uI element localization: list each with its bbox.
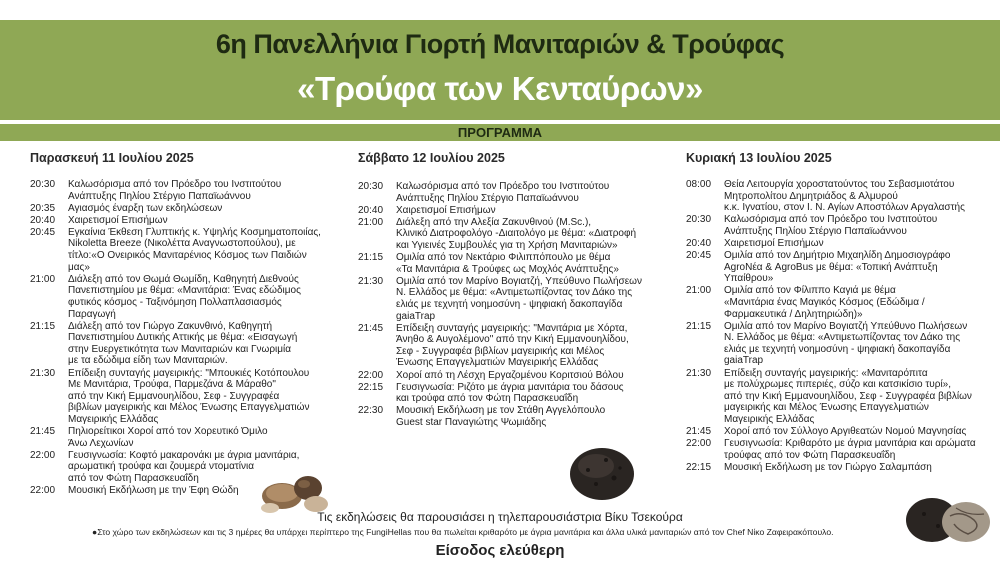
entry-description: Διάλεξη από την Αλεξία Ζακυνθινού (M.Sc.), Κλινικό Διατροφολόγο -Διαιτολόγο με θέμα: «Διατροφή και Υγιεινές Συμβουλές για τη Χρήση Μανιταριών» xyxy=(396,216,637,251)
schedule-entry xyxy=(686,462,981,474)
day-column-saturday xyxy=(358,151,658,429)
entry-time: 21:15 xyxy=(686,320,712,332)
presenter-note: Τις εκδηλώσεις θα παρουσιάσει η τηλεπαρουσιάστρια Βίκυ Τσεκούρα xyxy=(317,510,683,524)
schedule-entry xyxy=(358,370,658,382)
schedule-entry xyxy=(358,276,658,322)
entry-time: 22:30 xyxy=(358,405,384,417)
schedule-list xyxy=(358,181,658,428)
mushroom-illustration xyxy=(258,466,330,514)
event-title: 6η Πανελλήνια Γιορτή Μανιταριών & Τρούφας xyxy=(215,29,785,59)
schedule-entry xyxy=(686,214,981,237)
entry-time: 21:30 xyxy=(30,367,56,379)
entry-description: Χαιρετισμοί Επισήμων xyxy=(68,214,168,226)
entry-time: 21:30 xyxy=(358,275,384,287)
entry-time: 20:45 xyxy=(686,250,712,262)
entry-time: 22:00 xyxy=(686,438,712,450)
entry-description: Αγιασμός έναρξη των εκδηλώσεων xyxy=(68,202,223,214)
entry-time: 20:30 xyxy=(358,181,384,192)
entry-time: 20:40 xyxy=(686,237,712,249)
day-column-sunday xyxy=(686,151,981,474)
entry-time: 21:45 xyxy=(358,322,384,334)
schedule-entry xyxy=(30,179,330,202)
schedule-entry xyxy=(30,203,330,215)
entry-description: Χοροί από τη Λέσχη Εργαζομένου Κοριτσιού Βόλου xyxy=(396,369,624,381)
schedule-entry xyxy=(30,227,330,273)
schedule-entry xyxy=(358,405,658,428)
entry-description: Μουσική Εκδήλωση με τον Στάθη Αγγελόπουλο Guest star Παναγιώτης Ψωμιάδης xyxy=(396,405,606,428)
entry-time: 22:00 xyxy=(358,369,384,381)
vendor-note: ●Στο χώρο των εκδηλώσεων και τις 3 ημέρες θα υπάρχει περίπτερο της FungiHellas που θα πωλείται κριθαρότο με άγρια μανιτάρια και άλλα υλικά μανιταριών από τον Chef Νίκο Ζαφειρακόπουλο. xyxy=(92,527,834,537)
schedule-entry xyxy=(686,321,981,367)
entry-description: Πηλιορείτικοι Χοροί από τον Χορευτικό Όμιλο Άνω Λεχωνίων xyxy=(68,425,268,449)
entry-time: 21:45 xyxy=(686,425,712,437)
day-title: Σάββατο 12 Ιουλίου 2025 xyxy=(358,151,505,165)
entry-description: Γευσιγνωσία: Κριθαρότο με άγρια μανιτάρια και αρώματα τρούφας από τον Φώτη Παρασκευαΐδη xyxy=(724,438,976,461)
schedule-entry xyxy=(686,238,981,250)
day-column-friday xyxy=(30,151,330,497)
event-subtitle: «Τρούφα των Κενταύρων» xyxy=(297,70,703,107)
schedule-entry xyxy=(30,274,330,320)
schedule-entry xyxy=(30,426,330,449)
schedule-entry xyxy=(686,250,981,285)
schedule-entry xyxy=(30,321,330,367)
schedule-entry xyxy=(686,179,981,214)
entry-time: 21:00 xyxy=(30,273,56,285)
entry-description: Επίδειξη συνταγής μαγειρικής: "Μπουκιές Κοτόπουλου Με Μανιτάρια, Τρούφα, Παρμεζάνα & Μάραθο" από την Κική Εμμανουηλίδου, Σεφ - Συγγραφέα βιβλίων μαγειρικής και Μέλος Ένωσης Επαγγελματιών Μαγειρικής Ελλάδας xyxy=(68,367,310,425)
entry-description: Χοροί από τον Σύλλογο Αργιθεατών Νομού Μαγνησίας xyxy=(724,425,967,437)
entry-description: Καλωσόρισμα από τον Πρόεδρο του Ινστιτούτου Ανάπτυξης Πηλίου Στέργιο Παπαϊωάννου xyxy=(68,179,282,202)
entry-description: Ομιλία από τον Μαρίνο Βογιατζή Υπεύθυνο Πωλήσεων Ν. Ελλάδος με θέμα: «Αντιμετωπίζοντας τον Δάκο της ελιάς με τεχνητή νοημοσύνη - ψηφιακή δακοπαγίδα gaiaTrap xyxy=(724,320,968,367)
schedule-entry xyxy=(686,285,981,320)
schedule-entry xyxy=(686,426,981,438)
entry-time: 20:40 xyxy=(358,204,384,216)
schedule-entry xyxy=(358,252,658,275)
schedule-entry xyxy=(686,368,981,426)
entry-description: Επίδειξη συνταγής μαγειρικής: «Μανιταρόπιτα με πολύχρωμες πιπεριές, σύζο και κατσικίσιο τυρί», από την Κική Εμμανουηλίδου, Σεφ - Συγγραφέα βιβλίων μαγειρικής και Μέλος Ένωσης Επαγγελματιών Μαγειρικής Ελλάδας xyxy=(724,367,972,425)
entry-time: 22:00 xyxy=(30,449,56,461)
entry-description: Χαιρετισμοί Επισήμων xyxy=(396,204,496,216)
entry-description: Γευσιγνωσία: Ριζότο με άγρια μανιτάρια του δάσους και τρούφα από τον Φώτη Παρασκευαΐδη xyxy=(396,381,624,405)
entry-time: 20:35 xyxy=(30,202,56,214)
entry-description: Ομιλία από τον Μαρίνο Βογιατζή, Υπεύθυνο Πωλήσεων Ν. Ελλάδος με θέμα: «Αντιμετωπίζοντας τον Δάκο της ελιάς με τεχνητή νοημοσύνη - ψηφιακή δακοπαγίδα gaiaTrap xyxy=(396,275,642,322)
program-label: ΠΡΟΓΡΑΜΜΑ xyxy=(457,125,543,140)
entry-time: 22:15 xyxy=(686,461,712,473)
schedule-entry xyxy=(358,217,658,252)
day-title: Παρασκευή 11 Ιουλίου 2025 xyxy=(30,151,194,165)
schedule-list xyxy=(686,179,981,473)
entry-time: 21:15 xyxy=(358,252,384,264)
entry-time: 21:45 xyxy=(30,425,56,437)
entry-description: Μουσική Εκδήλωση με τον Γιώργο Σαλαμπάση xyxy=(724,461,932,473)
entry-description: Ομιλία από τον Δημήτριο Μιχαηλίδη Δημοσιογράφο AgroΝέα & AgroBus με θέμα: «Τοπική Ανάπτυξη Υπαίθρου» xyxy=(724,250,951,285)
entry-time: 08:00 xyxy=(686,179,712,190)
entry-description: Επίδειξη συνταγής μαγειρικής: "Μανιτάρια με Χόρτα, Άνηθο & Αυγολέμονο" από την Κική Εμμανουηλίδου, Σεφ - Συγγραφέα βιβλίων μαγειρικής και Μέλος Ένωσης Επαγγελματιών Μαγειρικής Ελλάδας xyxy=(396,322,629,369)
entry-time: 20:40 xyxy=(30,214,56,226)
entry-description: Εγκαίνια Έκθεση Γλυπτικής κ. Υψηλής Κοσμηματοποιίας, Nikoletta Breeze (Νικολέττα Αναγνωστοπούλου), με τίτλο:«Ο Ονειρικός Μανιταρένιος Κόσμος των Παιδιών μας» xyxy=(68,226,321,273)
schedule-entry xyxy=(358,323,658,369)
schedule-entry xyxy=(358,382,658,405)
day-title: Κυριακή 13 Ιουλίου 2025 xyxy=(686,151,832,165)
entry-time: 22:00 xyxy=(30,484,56,496)
entry-description: Ομιλία από τον Νεκτάριο Φιλιππόπουλο με θέμα «Τα Μανιτάρια & Τρούφες ως Μοχλός Ανάπτυξης» xyxy=(396,252,619,275)
schedule-entry xyxy=(30,368,330,426)
entry-description: Μουσική Εκδήλωση με την Έφη Θώδη xyxy=(68,484,239,496)
truffle-illustration xyxy=(566,440,638,502)
entry-description: Ομιλία από τον Φίλιππο Καγιά με θέμα «Μανιτάρια ένας Μαγικός Κόσμος (Εδώδιμα / Φαρμακευτικά / Δηλητηριώδη)» xyxy=(724,285,925,320)
entry-time: 21:30 xyxy=(686,367,712,379)
entry-time: 21:15 xyxy=(30,320,56,332)
entry-description: Καλωσόρισμα από τον Πρόεδρο του Ινστιτούτου Ανάπτυξης Πηλίου Στέργιο Παπαϊωάννου xyxy=(724,214,938,237)
entry-description: Διάλεξη από τον Γιώργο Ζακυνθινό, Καθηγητή Πανεπιστημίου Δυτικής Αττικής με θέμα: «Εισαγωγή στην Ευεργετικότητα των Μανιταριών και Γνωριμία με τα εδώδιμα είδη των Μανιταριών. xyxy=(68,320,298,367)
schedule-entry xyxy=(358,181,658,204)
entry-time: 20:30 xyxy=(686,214,712,226)
free-entry-label: Είσοδος ελεύθερη xyxy=(435,542,565,559)
schedule-entry xyxy=(30,215,330,227)
entry-time: 21:00 xyxy=(686,285,712,297)
entry-time: 20:30 xyxy=(30,179,56,190)
schedule-entry xyxy=(358,205,658,217)
entry-description: Γευσιγνωσία: Κοφτό μακαρονάκι με άγρια μανιτάρια, αρωματική τρούφα και ζουμερά ντοματίνια από τον Φώτη Παρασκευαΐδη xyxy=(68,449,300,484)
entry-description: Διάλεξη από τον Θωμά Θωμίδη, Καθηγητή Διεθνούς Πανεπιστημίου με θέμα: «Μανιτάρια: Ένας εδώδιμος φυτικός κόσμος - Ταξινόμηση Πολλαπλασιασμός Παραγωγή xyxy=(68,273,301,320)
schedule-entry xyxy=(686,438,981,461)
schedule-list xyxy=(30,179,330,497)
entry-time: 22:15 xyxy=(358,381,384,393)
entry-time: 20:45 xyxy=(30,226,56,238)
entry-description: Χαιρετισμοί Επισήμων xyxy=(724,237,824,249)
entry-time: 21:00 xyxy=(358,216,384,228)
entry-description: Καλωσόρισμα από τον Πρόεδρο του Ινστιτούτου Ανάπτυξης Πηλίου Στέργιο Παπαϊωάννου xyxy=(396,181,610,204)
entry-description: Θεία Λειτουργία χοροστατούντος του Σεβασμιοτάτου Μητροπολίτου Δημητριάδος & Αλμυρού κ.κ. Ιγνατίου, στον Ι. Ν. Αγίων Αποστόλων Αργαλαστής xyxy=(724,179,965,214)
